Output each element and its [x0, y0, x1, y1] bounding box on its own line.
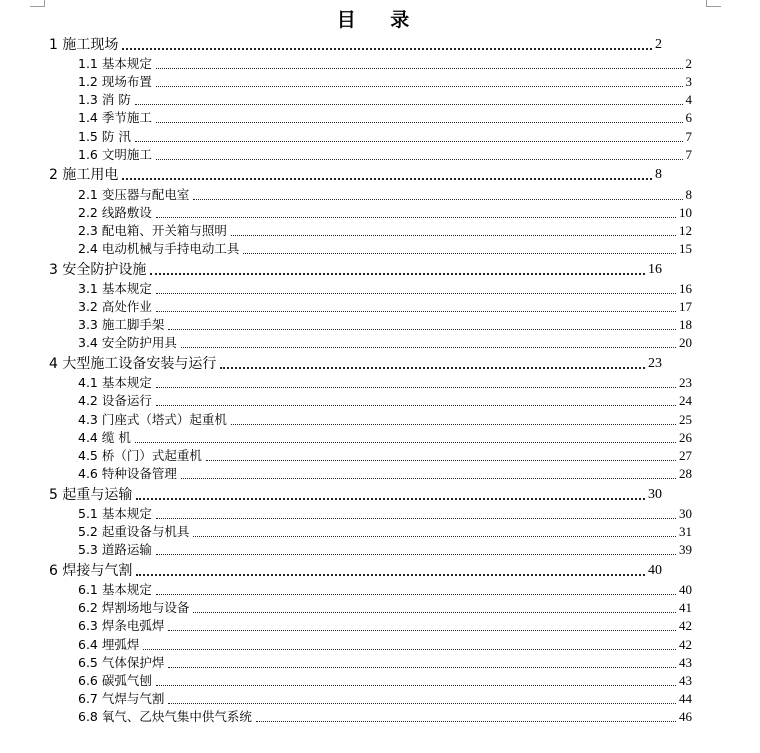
toc-chapter-page-number: 23 — [648, 356, 662, 371]
toc-section-label: 1.2 现场布置 — [78, 73, 152, 89]
toc-section-page-number: 39 — [679, 542, 692, 558]
toc-section-label: 6.5 气体保护焊 — [78, 654, 165, 670]
toc-dot-leader — [156, 584, 676, 595]
toc-section-label: 3.1 基本规定 — [78, 280, 152, 296]
toc-section-label: 2.2 线路敷设 — [78, 204, 152, 220]
toc-section-page-number: 24 — [679, 393, 692, 409]
toc-section-entry[interactable] — [0, 373, 692, 391]
toc-section-page-number: 10 — [679, 204, 692, 220]
toc-section-label: 1.6 文明施工 — [78, 146, 152, 162]
toc-section-entry[interactable] — [0, 598, 692, 616]
toc-dot-leader — [168, 319, 676, 330]
toc-section-page-number: 31 — [679, 524, 692, 540]
toc-dot-leader — [181, 468, 676, 479]
toc-section-entry[interactable] — [0, 145, 692, 163]
toc-chapter-entry[interactable] — [0, 558, 662, 580]
toc-section-page-number: 40 — [679, 582, 692, 598]
toc-dot-leader — [135, 432, 676, 443]
toc-section-page-number: 27 — [679, 447, 692, 463]
toc-section-label: 5.2 起重设备与机具 — [78, 524, 190, 540]
toc-dot-leader — [156, 675, 676, 686]
toc-section-entry[interactable] — [0, 409, 692, 427]
toc-dot-leader — [150, 263, 645, 275]
toc-section-entry[interactable] — [0, 108, 692, 126]
toc-dot-leader — [136, 488, 645, 500]
page-corner-mark-right — [706, 0, 721, 7]
toc-dot-leader — [156, 395, 676, 406]
toc-chapter-page-number: 8 — [655, 167, 662, 183]
toc-chapter-entry[interactable] — [0, 482, 662, 504]
toc-section-page-number: 41 — [679, 600, 692, 616]
toc-dot-leader — [231, 414, 676, 425]
toc-section-label: 1.1 基本规定 — [78, 55, 152, 71]
toc-section-page-number: 43 — [679, 673, 692, 688]
toc-dot-leader — [206, 450, 676, 461]
toc-section-label: 4.4 缆 机 — [78, 429, 131, 445]
toc-section-label: 2.3 配电箱、开关箱与照明 — [78, 222, 227, 238]
toc-chapter-page-number: 30 — [648, 486, 662, 502]
toc-section-page-number: 42 — [679, 636, 692, 652]
toc-section-entry[interactable] — [0, 671, 692, 689]
toc-section-page-number: 18 — [679, 317, 692, 333]
toc-section-entry[interactable] — [0, 689, 692, 707]
toc-chapter-entry[interactable] — [0, 351, 662, 373]
toc-chapter-label: 6 焊接与气割 — [49, 562, 133, 579]
toc-dot-leader — [136, 564, 645, 576]
toc-section-entry[interactable] — [0, 540, 692, 558]
toc-section-page-number: 25 — [679, 411, 692, 427]
toc-section-entry[interactable] — [0, 653, 692, 671]
toc-section-entry[interactable] — [0, 634, 692, 652]
toc-section-page-number: 12 — [679, 222, 692, 238]
toc-chapter-label: 4 大型施工设备安装与运行 — [49, 356, 217, 372]
toc-section-page-number: 7 — [685, 146, 692, 162]
toc-dot-leader — [156, 508, 676, 519]
toc-section-entry[interactable] — [0, 203, 692, 221]
toc-section-label: 2.4 电动机械与手持电动工具 — [78, 241, 240, 257]
toc-section-label: 1.4 季节施工 — [78, 110, 152, 126]
toc-chapter-entry[interactable] — [0, 163, 662, 185]
toc-section-label: 4.6 特种设备管理 — [78, 466, 177, 482]
toc-dot-leader — [193, 526, 676, 537]
toc-dot-leader — [181, 337, 676, 348]
toc-section-entry[interactable] — [0, 72, 692, 90]
toc-section-label: 3.3 施工脚手架 — [78, 317, 165, 333]
toc-dot-leader — [256, 711, 676, 722]
toc-section-label: 4.2 设备运行 — [78, 393, 152, 409]
toc-dot-leader — [156, 149, 683, 160]
toc-section-label: 2.1 变压器与配电室 — [78, 186, 190, 202]
toc-chapter-page-number: 16 — [648, 261, 662, 277]
toc-section-page-number: 28 — [679, 466, 692, 482]
toc-section-page-number: 15 — [679, 241, 692, 257]
toc-title: 目 录 — [336, 9, 424, 31]
toc-dot-leader — [156, 112, 683, 123]
toc-section-entry[interactable] — [0, 315, 692, 333]
toc-section-page-number: 44 — [679, 691, 692, 707]
toc-section-entry[interactable] — [0, 90, 692, 108]
toc-section-label: 6.3 焊条电弧焊 — [78, 618, 165, 634]
toc-chapter-page-number: 40 — [648, 562, 662, 578]
toc-chapter-label: 1 施工现场 — [49, 36, 119, 53]
toc-section-entry[interactable] — [0, 333, 692, 351]
toc-chapter-entry[interactable] — [0, 32, 662, 54]
toc-section-entry[interactable] — [0, 126, 692, 144]
toc-section-label: 5.3 道路运输 — [78, 542, 152, 558]
toc-section-entry[interactable] — [0, 446, 692, 464]
toc-dot-leader — [122, 168, 652, 180]
toc-section-label: 6.4 埋弧焊 — [78, 636, 140, 652]
toc-section-label: 3.4 安全防护用具 — [78, 335, 177, 351]
toc-section-label: 4.5 桥（门）式起重机 — [78, 447, 202, 463]
toc-chapter-page-number: 2 — [655, 36, 662, 52]
toc-section-entry[interactable] — [0, 504, 692, 522]
toc-section-label: 4.3 门座式（塔式）起重机 — [78, 411, 227, 427]
toc-dot-leader — [122, 38, 652, 50]
toc-section-page-number: 20 — [679, 335, 692, 351]
toc-section-label: 6.2 焊割场地与设备 — [78, 600, 190, 616]
toc-section-page-number: 46 — [679, 709, 692, 725]
toc-dot-leader — [156, 58, 683, 69]
toc-section-entry[interactable] — [0, 239, 692, 257]
toc-section-page-number: 6 — [685, 110, 692, 126]
toc-section-entry[interactable] — [0, 279, 692, 297]
toc-section-page-number: 17 — [679, 299, 692, 315]
toc-section-label: 5.1 基本规定 — [78, 505, 152, 521]
toc-dot-leader — [135, 131, 683, 142]
toc-dot-leader — [156, 76, 683, 87]
toc-section-entry[interactable] — [0, 297, 692, 315]
toc-section-label: 6.7 气焊与气割 — [78, 691, 165, 707]
page-corner-mark-left — [30, 0, 45, 7]
toc-section-page-number: 16 — [679, 280, 692, 296]
toc-section-page-number: 43 — [679, 654, 692, 670]
toc-chapter-label: 2 施工用电 — [49, 167, 119, 184]
toc-section-label: 6.1 基本规定 — [78, 582, 152, 598]
toc-section-page-number: 7 — [685, 128, 692, 144]
toc-dot-leader — [156, 544, 676, 555]
toc-dot-leader — [220, 357, 645, 369]
toc-section-page-number: 8 — [685, 186, 692, 202]
toc-dot-leader — [143, 639, 676, 650]
toc-section-entry[interactable] — [0, 221, 692, 239]
toc-section-entry[interactable] — [0, 184, 692, 202]
toc-section-label: 6.8 氧气、乙炔气集中供气系统 — [78, 709, 252, 725]
toc-dot-leader — [156, 301, 676, 312]
toc-dot-leader — [156, 207, 676, 218]
toc-section-label: 1.3 消 防 — [78, 92, 131, 108]
toc-dot-leader — [168, 620, 676, 631]
toc-section-page-number: 42 — [679, 618, 692, 634]
toc-section-label: 6.6 碳弧气刨 — [78, 673, 152, 688]
toc-section-page-number: 4 — [685, 92, 692, 108]
toc-section-page-number: 3 — [685, 73, 692, 89]
toc-dot-leader — [156, 283, 676, 294]
toc-dot-leader — [168, 657, 676, 668]
table-of-contents — [0, 32, 760, 725]
toc-section-page-number: 30 — [679, 505, 692, 521]
toc-dot-leader — [193, 189, 682, 200]
toc-chapter-label: 5 起重与运输 — [49, 486, 133, 503]
toc-section-page-number: 26 — [679, 429, 692, 445]
toc-section-entry[interactable] — [0, 616, 692, 634]
toc-chapter-label: 3 安全防护设施 — [49, 261, 147, 278]
toc-chapter-entry[interactable] — [0, 257, 662, 279]
toc-section-page-number: 2 — [685, 55, 692, 71]
toc-section-entry[interactable] — [0, 428, 692, 446]
toc-dot-leader — [168, 693, 676, 704]
toc-section-entry[interactable] — [0, 464, 692, 482]
toc-dot-leader — [231, 225, 676, 236]
toc-dot-leader — [135, 94, 683, 105]
toc-section-label: 3.2 高处作业 — [78, 299, 152, 315]
toc-section-entry[interactable] — [0, 391, 692, 409]
toc-section-entry[interactable] — [0, 54, 692, 72]
toc-dot-leader — [193, 602, 676, 613]
toc-section-entry[interactable] — [0, 707, 692, 725]
toc-section-entry[interactable] — [0, 580, 692, 598]
toc-section-entry[interactable] — [0, 522, 692, 540]
toc-dot-leader — [156, 377, 676, 388]
toc-dot-leader — [243, 243, 676, 254]
toc-section-page-number: 23 — [679, 375, 692, 391]
toc-section-label: 4.1 基本规定 — [78, 375, 152, 391]
toc-section-label: 1.5 防 汛 — [78, 128, 131, 144]
